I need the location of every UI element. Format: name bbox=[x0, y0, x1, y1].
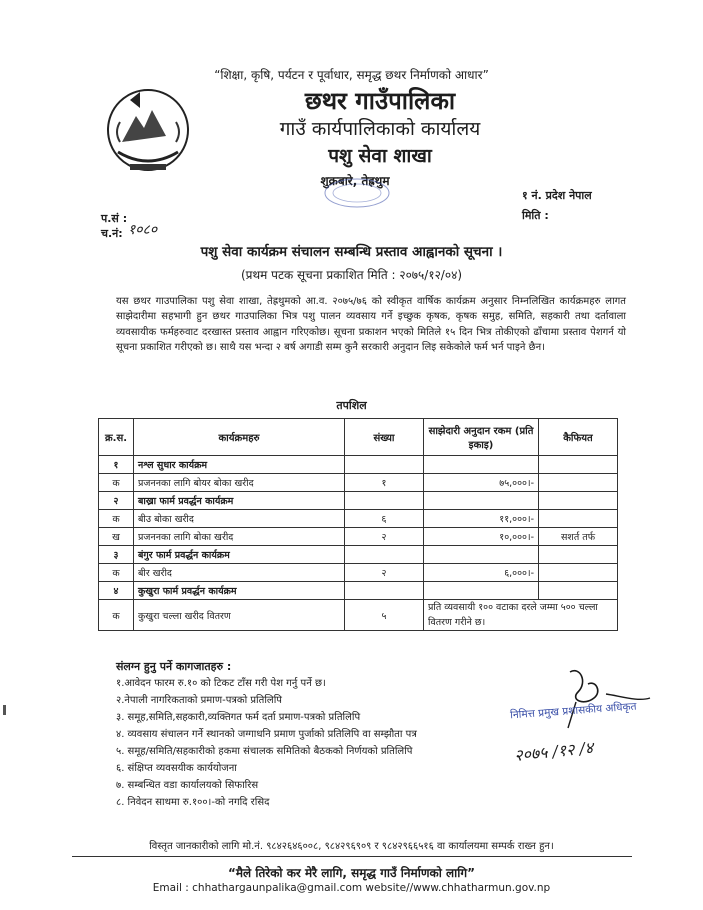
cell-amount bbox=[424, 492, 539, 510]
cell-remarks bbox=[539, 456, 618, 474]
cell-qty: १ bbox=[345, 474, 424, 492]
table-row bbox=[99, 600, 618, 631]
office-stamp-icon bbox=[322, 176, 392, 210]
cell-qty: ५ bbox=[345, 600, 424, 631]
table-section-row bbox=[99, 456, 618, 474]
table-row bbox=[99, 564, 618, 582]
cell-qty bbox=[345, 456, 424, 474]
table-row bbox=[99, 474, 618, 492]
date-label: मिति : bbox=[522, 209, 549, 222]
office-subtitle: गाउँ कार्यपालिकाको कार्यालय bbox=[279, 118, 481, 140]
cell-remarks bbox=[539, 564, 618, 582]
cell-sn: क bbox=[99, 600, 134, 631]
notice-subtitle: (प्रथम पटक सूचना प्रकाशित मिति : २०७५/१२/०४) bbox=[240, 268, 463, 282]
office-name: छथर गाउँपालिका bbox=[304, 87, 456, 115]
cell-amount: ११,०००।- bbox=[424, 510, 539, 528]
cell-remarks bbox=[539, 546, 618, 564]
cell-sn: क bbox=[99, 564, 134, 582]
cell-program: कुखुरा चल्ला खरीद वितरण bbox=[134, 600, 345, 631]
table-section-row bbox=[99, 492, 618, 510]
attachment-item: ३. समूह,समिति,सहकारी,व्यक्तिगत फर्म दर्ता प्रमाण-पत्रको प्रतिलिपि bbox=[116, 712, 361, 723]
letter-number-label: प.सं : bbox=[101, 212, 128, 225]
cell-qty bbox=[345, 582, 424, 600]
cell-program: कुखुरा फार्म प्रवर्द्धन कार्यक्रम bbox=[134, 582, 345, 600]
dispatch-number-label: च.नं: bbox=[101, 227, 123, 240]
notice-title: पशु सेवा कार्यक्रम संचालन सम्बन्धि प्रस्ताव आह्वानको सूचना । bbox=[200, 244, 503, 260]
cell-sn: ख bbox=[99, 528, 134, 546]
attachment-item: २.नेपाली नागरिकताको प्रमाण-पत्रको प्रतिलिपि bbox=[116, 695, 282, 706]
program-table bbox=[98, 418, 618, 631]
table-section-row bbox=[99, 546, 618, 564]
cell-program: बीर खरीद bbox=[134, 564, 345, 582]
cell-program: नश्ल सुधार कार्यक्रम bbox=[134, 456, 345, 474]
attachment-item: ६. संक्षिप्त व्यवसयीक कार्ययोजना bbox=[116, 763, 237, 774]
branch-name: पशु सेवा शाखा bbox=[328, 145, 432, 167]
contact-info: विस्तृत जानकारीको लागि मो.नं. ९८४२६४६००८, ९८४२९६९०९ र ९८४२९६६५१६ वा कार्यालयमा सम्पर्क राख्न हुन। bbox=[149, 841, 554, 852]
attachment-item: १.आवेदन फारम रु.१० को टिकट टाँस गरी पेश गर्नु पर्ने छ। bbox=[116, 678, 326, 689]
attachment-item: ५. समूह/समिति/सहकारीको हकमा संचालक समितिको बैठकको निर्णयको प्रतिलिपि bbox=[116, 746, 413, 757]
cell-sn: क bbox=[99, 510, 134, 528]
cell-program: बाख्रा फार्म प्रवर्द्धन कार्यक्रम bbox=[134, 492, 345, 510]
cell-sn: १ bbox=[99, 456, 134, 474]
cell-distribution-note: प्रति व्यवसायी १०० वटाका दरले जम्मा ५०० चल्ला वितरण गरीने छ। bbox=[424, 600, 618, 631]
cell-remarks bbox=[539, 492, 618, 510]
cell-sn: २ bbox=[99, 492, 134, 510]
cell-qty: २ bbox=[345, 564, 424, 582]
cell-remarks: सशर्त तर्फ bbox=[539, 528, 618, 546]
header-remarks: कैफियत bbox=[539, 419, 618, 456]
header-amount: साझेदारी अनुदान रकम (प्रति इकाइ) bbox=[424, 419, 539, 456]
cell-qty bbox=[345, 492, 424, 510]
province-label: १ नं. प्रदेश नेपाल bbox=[522, 189, 592, 202]
attachments-title: संलग्न हुनु पर्ने कागजातहरु : bbox=[116, 660, 232, 673]
cell-program: बीउ बोका खरीद bbox=[134, 510, 345, 528]
cell-program: प्रजननका लागि बोयर बोका खरीद bbox=[134, 474, 345, 492]
cell-sn: क bbox=[99, 474, 134, 492]
header-sn: क्र.स. bbox=[99, 419, 134, 456]
cell-program: प्रजननका लागि बोका खरीद bbox=[134, 528, 345, 546]
cell-amount: १०,०००।- bbox=[424, 528, 539, 546]
cell-amount bbox=[424, 546, 539, 564]
cell-sn: ४ bbox=[99, 582, 134, 600]
header-program: कार्यक्रमहरु bbox=[134, 419, 345, 456]
signature-block bbox=[510, 662, 660, 772]
cell-remarks bbox=[539, 582, 618, 600]
cell-qty: ६ bbox=[345, 510, 424, 528]
table-header-row bbox=[99, 419, 618, 456]
signature-stamp-text: निमित्त प्रमुख प्रशासकीय अधिकृत bbox=[509, 700, 637, 722]
scan-mark bbox=[3, 705, 6, 715]
table-section-row bbox=[99, 582, 618, 600]
table-row bbox=[99, 510, 618, 528]
dispatch-number-value: १०८० bbox=[128, 222, 158, 238]
cell-sn: ३ bbox=[99, 546, 134, 564]
table-caption: तपशिल bbox=[336, 399, 367, 412]
cell-remarks bbox=[539, 510, 618, 528]
cell-qty bbox=[345, 546, 424, 564]
government-emblem-icon bbox=[100, 72, 196, 180]
cell-program: बंगुर फार्म प्रवर्द्धन कार्यक्रम bbox=[134, 546, 345, 564]
footer-contact: Email : chhathargaunpalika@gmail.com website//www.chhatharmun.gov.np bbox=[152, 882, 551, 894]
header-qty: संख्या bbox=[345, 419, 424, 456]
signature-date: २०७५ /१२ /४ bbox=[513, 737, 595, 766]
notice-body: यस छथर गाउपालिका पशु सेवा शाखा, तेह्रथुमको आ.व. २०७५/७६ को स्वीकृत वार्षिक कार्यक्रम अनुसार निम्नलिखित कार्यक्रमहरु लागत साझेदारीमा सहभागी हुन छथर गाउपालिका भित्र पशु पालन व्यवसाय गर्ने इच्छुक कृषक, कृषक समुह, समिति, सहकारी तथा दर्तावाला व्यवसायीक फर्महरुवाट दरखास्त प्रस्ताव आह्वान गरिएकोछ। सूचना प्रकाशन भएको मितिले १५ दिन भित्र तोकीएको ढाँचामा प्रस्ताव पेशगर्न यो सूचना प्रकाशित गरीएको छ। साथै यस भन्दा २ बर्ष अगाडी सम्म कुनै सरकारी अनुदान लिइ सकेकोले फर्म भर्न पाइने छैन। bbox=[116, 296, 626, 354]
cell-amount bbox=[424, 456, 539, 474]
cell-amount bbox=[424, 582, 539, 600]
cell-qty: २ bbox=[345, 528, 424, 546]
table-body bbox=[99, 456, 618, 631]
attachments-list bbox=[116, 675, 417, 811]
attachment-item: ७. सम्बन्धित वडा कार्यालयको सिफारिस bbox=[116, 780, 259, 791]
attachment-item: ८. निवेदन साथमा रु.१००।-को नगदि रसिद bbox=[116, 797, 270, 808]
cell-remarks bbox=[539, 474, 618, 492]
attachment-item: ४. व्यवसाय संचालन गर्ने स्थानको जग्गाधनि प्रमाण पुर्जाको प्रतिलिपि वा सम्झौता पत्र bbox=[116, 729, 417, 740]
footer-divider bbox=[72, 856, 632, 857]
header-motto: “शिक्षा, कृषि, पर्यटन र पूर्वाधार, समृद्ध छथर निर्माणको आधार” bbox=[214, 68, 489, 82]
footer-motto: “मैले तिरेको कर मेरै लागि, समृद्ध गाउँ निर्माणको लागि” bbox=[227, 866, 476, 880]
table-row bbox=[99, 528, 618, 546]
cell-amount: ७५,०००।- bbox=[424, 474, 539, 492]
office-address: शुक्रबारे, तेह्रथुम bbox=[320, 174, 390, 188]
cell-amount: ६,०००।- bbox=[424, 564, 539, 582]
